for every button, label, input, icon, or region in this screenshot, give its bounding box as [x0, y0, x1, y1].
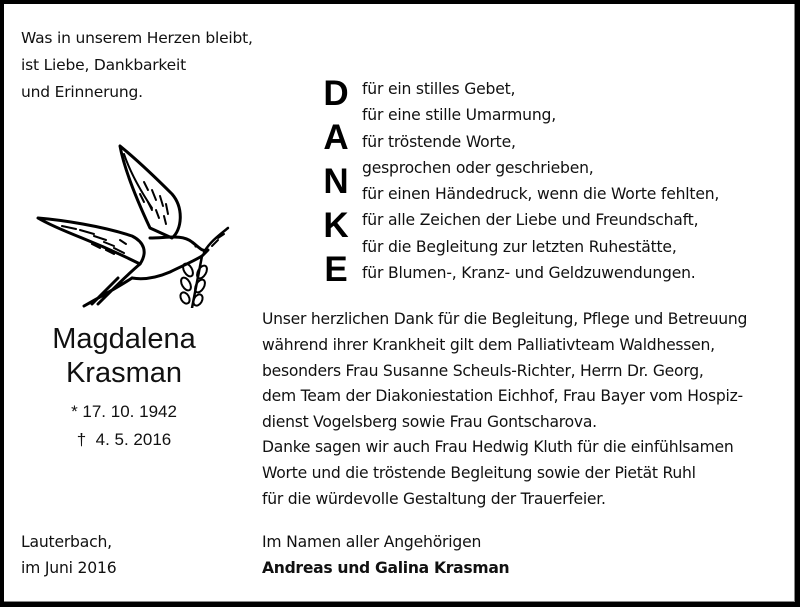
- signature-intro: Im Namen aller Angehörigen: [262, 533, 482, 551]
- thanks-reasons-list: [362, 76, 719, 286]
- motto-quote: [21, 25, 253, 106]
- obituary-notice: [4, 4, 795, 602]
- danke-letter: A: [323, 118, 349, 157]
- reason-line: für alle Zeichen der Liebe und Freundschaft,: [362, 211, 699, 230]
- deceased-last-name: Krasman: [65, 357, 183, 389]
- paragraph-line: während ihrer Krankheit gilt dem Palliativteam Waldhessen,: [262, 335, 715, 354]
- signature: [262, 529, 509, 581]
- reason-line: für ein stilles Gebet,: [362, 80, 516, 98]
- paragraph-line: dem Team der Diakoniestation Eichhof, Frau Bayer vom Hospiz-: [262, 387, 743, 406]
- life-dates: [24, 398, 224, 454]
- danke-letter: D: [323, 74, 349, 113]
- reason-line: für tröstende Worte,: [362, 132, 516, 151]
- death-date: † 4. 5. 2016: [76, 430, 172, 449]
- motto-line: Was in unserem Herzen bleibt,: [21, 29, 253, 47]
- danke-acrostic: [320, 74, 352, 294]
- danke-letter: N: [323, 162, 349, 201]
- paragraph-line: für die würdevolle Gestaltung der Trauerfeier.: [262, 489, 606, 508]
- motto-line: ist Liebe, Dankbarkeit: [21, 56, 186, 74]
- deceased-first-name: Magdalena: [52, 323, 196, 355]
- birth-date: * 17. 10. 1942: [71, 402, 177, 421]
- deceased-info: [24, 322, 224, 454]
- paragraph-line: besonders Frau Susanne Scheuls-Richter, Herrn Dr. Georg,: [262, 361, 704, 380]
- danke-letter: E: [324, 250, 348, 289]
- reason-line: für einen Händedruck, wenn die Worte fehlten,: [362, 185, 720, 204]
- dove-with-olive-branch-icon: [32, 138, 232, 308]
- reason-line: gesprochen oder geschrieben,: [362, 158, 594, 177]
- reason-line: für Blumen-, Kranz- und Geldzuwendungen.: [362, 264, 696, 283]
- paragraph-line: dienst Vogelsberg sowie Frau Gontscharova.: [262, 413, 597, 432]
- motto-line: und Erinnerung.: [21, 83, 143, 101]
- reason-line: für die Begleitung zur letzten Ruhestätte,: [362, 237, 677, 256]
- paragraph-line: Worte und die tröstende Begleitung sowie der Pietät Ruhl: [262, 463, 696, 482]
- paragraph-line: Unser herzlichen Dank für die Begleitung, Pflege und Betreuung: [262, 310, 748, 328]
- danke-letter: K: [323, 206, 349, 245]
- thanks-paragraph-funeral: [262, 435, 734, 512]
- reason-line: für eine stille Umarmung,: [362, 106, 556, 125]
- place-date: im Juni 2016: [21, 559, 117, 577]
- thanks-paragraph-care: [262, 307, 747, 436]
- signature-names: Andreas und Galina Krasman: [262, 559, 510, 577]
- place-and-date: [21, 529, 116, 581]
- paragraph-line: Danke sagen wir auch Frau Hedwig Kluth für die einfühlsamen: [262, 438, 734, 456]
- place-city: Lauterbach,: [21, 533, 112, 551]
